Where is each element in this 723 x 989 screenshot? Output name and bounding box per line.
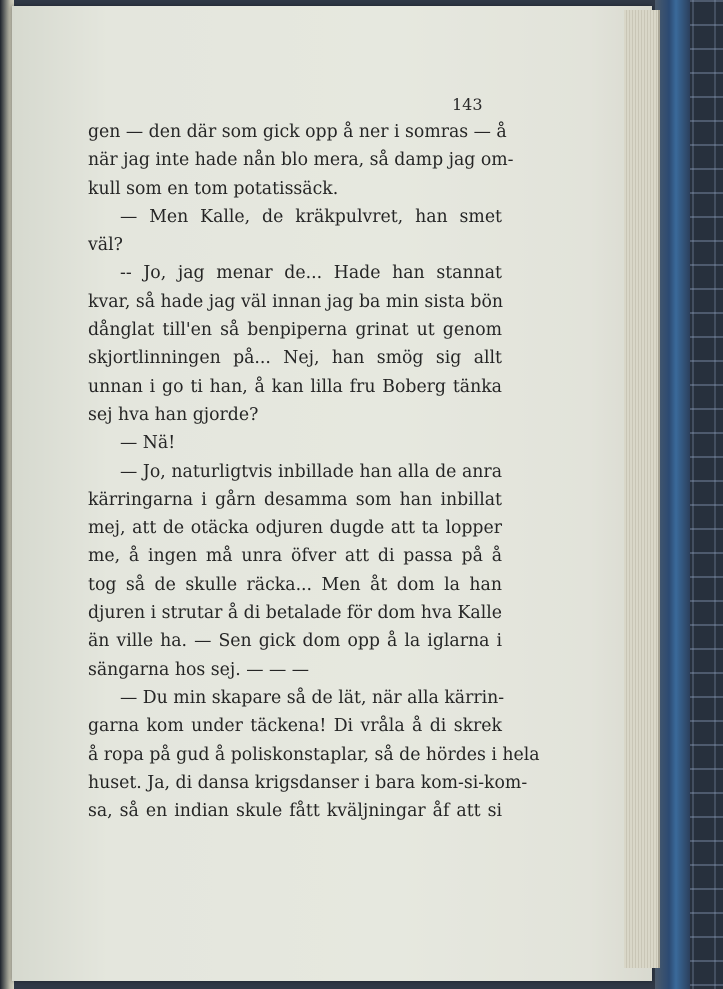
text-line: mej, att de otäcka odjuren dugde att ta lopper bbox=[88, 518, 502, 539]
text-line: unnan i go ti han, å kan lilla fru Boberg tänka bbox=[88, 376, 502, 397]
text-line: kärringarna i gårn desamma som han inbillat bbox=[88, 489, 502, 510]
text-line: å ropa på gud å poliskonstaplar, så de hördes i hela bbox=[88, 744, 540, 765]
book-binding bbox=[655, 0, 690, 989]
text-line: — Du min skapare så de lät, när alla kärrin- bbox=[120, 687, 505, 708]
text-line: — Jo, naturligtvis inbillade han alla de anra bbox=[120, 461, 502, 482]
text-line: väl? bbox=[88, 235, 123, 256]
text-line: kull som en tom potatissäck. bbox=[88, 178, 339, 199]
page-stack-edge bbox=[624, 10, 660, 968]
text-line: djuren i strutar å di betalade för dom hva Kalle bbox=[88, 603, 502, 624]
text-line: sej hva han gjorde? bbox=[88, 404, 259, 425]
text-line: sängarna hos sej. — — — bbox=[88, 659, 310, 680]
page-number: 143 bbox=[452, 95, 483, 114]
text-line: -- Jo, jag menar de... Hade han stannat bbox=[120, 263, 502, 284]
text-line: — Men Kalle, de kräkpulvret, han smet bbox=[120, 206, 502, 227]
text-line: än ville ha. — Sen gick dom opp å la iglarna i bbox=[88, 631, 502, 652]
text-line: — Nä! bbox=[120, 433, 176, 454]
text-line: me, å ingen må unra öfver att di passa på å bbox=[88, 546, 502, 567]
page-text bbox=[88, 118, 540, 825]
text-line: garna kom under täckena! Di vråla å di skrek bbox=[88, 716, 502, 737]
text-line: när jag inte hade nån blo mera, så damp jag om- bbox=[88, 150, 514, 171]
text-line: huset. Ja, di dansa krigsdanser i bara kom-si-kom- bbox=[88, 772, 528, 793]
text-line: sa, så en indian skule fått kväljningar åf att si bbox=[88, 801, 502, 822]
text-line: skjortlinningen på... Nej, han smög sig allt bbox=[88, 348, 502, 369]
text-line: gen — den där som gick opp å ner i somras — å bbox=[88, 122, 507, 142]
text-line: tog så de skulle räcka... Men åt dom la han bbox=[88, 574, 502, 595]
text-line: kvar, så hade jag väl innan jag ba min sista bön bbox=[88, 291, 503, 312]
text-line: dånglat till'en så benpiperna grinat ut genom bbox=[88, 320, 502, 341]
